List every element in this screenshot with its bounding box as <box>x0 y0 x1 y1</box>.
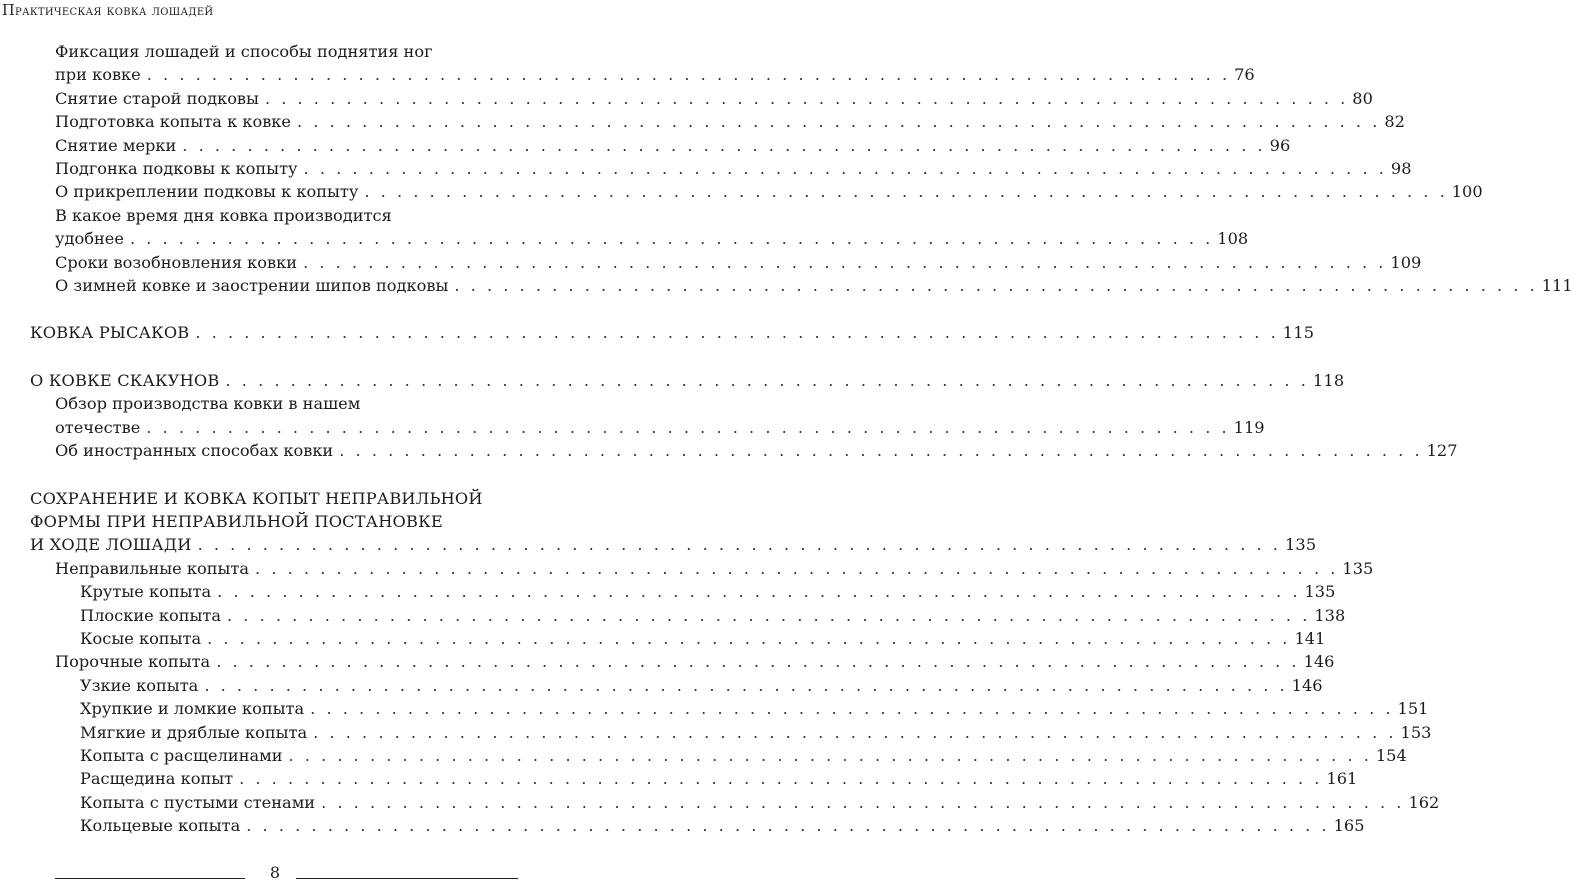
toc-entry-title-line: Копыта с пустыми стенами <box>80 792 316 812</box>
toc-page-number: 118 <box>1312 370 1345 390</box>
toc-entry-title-line: Сроки возобновления ковки <box>55 252 298 272</box>
dot-leader <box>225 369 1308 392</box>
toc-page-number: 153 <box>1400 722 1432 742</box>
toc-page-number: 161 <box>1326 769 1358 789</box>
toc-entry-title-line: Хрупкие и ломкие копыта <box>80 699 305 719</box>
toc-entry[interactable] <box>0 157 1412 180</box>
page-number: 8 <box>269 863 281 882</box>
dot-leader <box>289 744 1372 767</box>
toc-entry[interactable] <box>0 392 1265 439</box>
toc-page-number: 135 <box>1284 535 1317 555</box>
toc-entry-title-line: отечестве <box>55 417 141 437</box>
toc-page-number: 119 <box>1233 417 1265 437</box>
toc-entry[interactable] <box>0 814 1365 837</box>
toc-entry[interactable] <box>0 134 1291 157</box>
toc-entry-title-line: Снятие старой подковы <box>55 88 259 108</box>
toc-page-number: 100 <box>1451 182 1483 202</box>
dot-leader <box>204 674 1287 697</box>
dot-leader <box>454 274 1537 297</box>
toc-page-number: 138 <box>1314 605 1346 625</box>
toc-entry-title-line: Фиксация лошадей и способы поднятия ног <box>55 42 433 61</box>
toc-entry[interactable] <box>0 40 1255 87</box>
toc-page-number: 154 <box>1375 745 1407 765</box>
toc-entry[interactable] <box>0 721 1432 744</box>
dot-leader <box>207 627 1290 650</box>
dot-leader <box>130 227 1213 250</box>
toc-entry-title-line: Неправильные копыта <box>55 558 250 578</box>
toc-section-entry[interactable] <box>0 369 1345 392</box>
toc-entry-title-line: КОВКА РЫСАКОВ <box>30 323 190 343</box>
section-gap <box>0 463 523 487</box>
toc-page-number: 146 <box>1291 675 1323 695</box>
dot-leader <box>303 251 1386 274</box>
toc-entry-title-line: Порочные копыта <box>55 652 211 672</box>
dot-leader <box>339 439 1422 462</box>
section-gap <box>0 345 523 369</box>
toc-entry[interactable] <box>0 650 1335 673</box>
toc-page-number: 135 <box>1342 558 1374 578</box>
toc-entry-title-line: удобнее <box>55 229 124 249</box>
toc-entry-title-line: О зимней ковке и заострении шипов подковы <box>55 276 449 296</box>
toc-page-number: 108 <box>1217 229 1249 249</box>
dot-leader <box>310 697 1393 720</box>
dot-leader <box>313 721 1396 744</box>
dot-leader <box>265 87 1348 110</box>
toc-entry-title-line: Крутые копыта <box>80 582 212 602</box>
toc-page-number: 115 <box>1282 323 1315 343</box>
dot-leader <box>364 180 1447 203</box>
toc-page-number: 96 <box>1269 135 1291 155</box>
toc-section-entry[interactable] <box>0 321 1315 344</box>
dot-leader <box>246 814 1329 837</box>
dot-leader <box>216 650 1299 673</box>
toc-entry[interactable] <box>0 627 1326 650</box>
toc-page-number: 141 <box>1294 628 1326 648</box>
dot-leader <box>217 580 1300 603</box>
toc-entry[interactable] <box>0 767 1358 790</box>
toc-entry[interactable] <box>0 604 1346 627</box>
dot-leader <box>321 791 1404 814</box>
toc-entry[interactable] <box>0 110 1405 133</box>
toc-entry-title-line: Подгонка подковы к копыту <box>55 159 298 179</box>
toc-entry-title-line: при ковке <box>55 65 141 85</box>
toc-entry[interactable] <box>0 180 1483 203</box>
toc-entry-title-line: Узкие копыта <box>80 675 199 695</box>
toc-entry[interactable] <box>0 87 1373 110</box>
running-head: Практическая ковка лошадей <box>2 3 214 19</box>
dot-leader <box>195 321 1278 344</box>
page-footer <box>0 863 523 886</box>
footer-rule-right <box>296 878 518 879</box>
toc-page-number: 151 <box>1397 699 1429 719</box>
toc-entry[interactable] <box>0 580 1336 603</box>
toc-page-number: 135 <box>1304 582 1336 602</box>
toc-page-number: 127 <box>1426 441 1458 461</box>
dot-leader <box>239 767 1322 790</box>
toc-entry[interactable] <box>0 791 1440 814</box>
toc-page-number: 109 <box>1390 252 1422 272</box>
toc-entry-title-line: О прикреплении подковы к копыту <box>55 182 359 202</box>
toc-page-number: 162 <box>1408 792 1440 812</box>
footer-rule-left <box>55 878 245 879</box>
dot-leader <box>227 604 1310 627</box>
toc-entry-title-line: ФОРМЫ ПРИ НЕПРАВИЛЬНОЙ ПОСТАНОВКЕ <box>30 511 443 531</box>
toc-entry[interactable] <box>0 274 1573 297</box>
dot-leader <box>198 533 1281 556</box>
toc-entry-title-line: Кольцевые копыта <box>80 816 241 836</box>
toc-entry-title-line: Об иностранных способах ковки <box>55 441 334 461</box>
toc-entry-title-line: Расщедина копыт <box>80 769 234 789</box>
toc-entry[interactable] <box>0 204 1249 251</box>
table-of-contents <box>0 40 1573 838</box>
toc-entry-title-line: Копыта с расщелинами <box>80 745 283 765</box>
toc-entry-title-line: Обзор производства ковки в нашем <box>55 394 361 414</box>
dot-leader <box>297 110 1380 133</box>
dot-leader <box>146 416 1229 439</box>
section-gap <box>0 297 523 321</box>
toc-section-entry[interactable] <box>0 487 1317 557</box>
toc-page-number: 82 <box>1384 112 1405 132</box>
toc-page-number: 146 <box>1303 652 1335 672</box>
dot-leader <box>147 63 1230 86</box>
dot-leader <box>255 557 1338 580</box>
toc-entry[interactable] <box>0 439 1458 462</box>
toc-entry-title-line: Плоские копыта <box>80 605 221 625</box>
toc-page-number: 98 <box>1390 159 1412 179</box>
toc-page-number: 165 <box>1333 816 1365 836</box>
toc-entry-title-line: И ХОДЕ ЛОШАДИ <box>30 535 192 555</box>
toc-entry-title-line: Косые копыта <box>80 628 202 648</box>
toc-entry-title-line: О КОВКЕ СКАКУНОВ <box>30 370 220 390</box>
dot-leader <box>182 134 1265 157</box>
toc-entry[interactable] <box>0 744 1407 767</box>
toc-entry[interactable] <box>0 674 1323 697</box>
toc-entry-title-line: В какое время дня ковка производится <box>55 205 392 225</box>
toc-entry-title-line: Снятие мерки <box>55 135 177 155</box>
toc-page-number: 76 <box>1234 65 1255 85</box>
toc-page-number: 111 <box>1541 276 1573 296</box>
toc-entry-title-line: Подготовка копыта к ковке <box>55 112 292 132</box>
dot-leader <box>304 157 1387 180</box>
toc-entry-title-line: Мягкие и дряблые копыта <box>80 722 308 742</box>
toc-page-number: 80 <box>1352 88 1373 108</box>
toc-entry-title-line: СОХРАНЕНИЕ И КОВКА КОПЫТ НЕПРАВИЛЬНОЙ <box>30 488 483 508</box>
toc-entry[interactable] <box>0 557 1374 580</box>
toc-entry[interactable] <box>0 697 1429 720</box>
toc-entry[interactable] <box>0 251 1422 274</box>
